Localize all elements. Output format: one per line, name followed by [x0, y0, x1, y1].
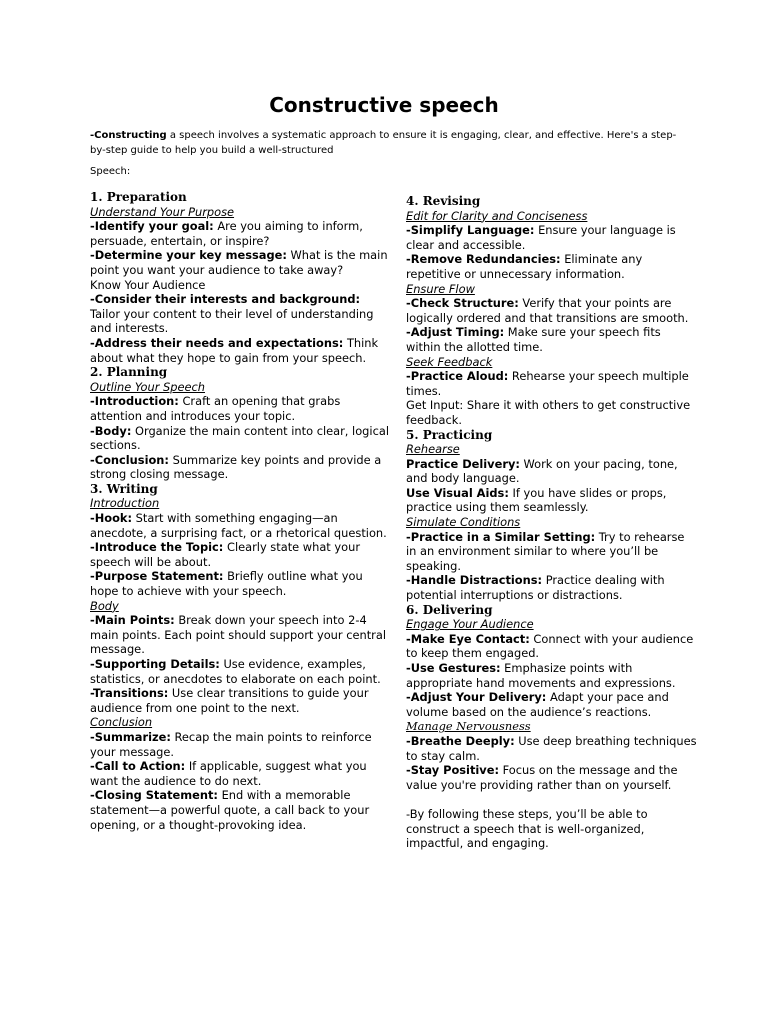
- subsection-heading: Introduction: [90, 496, 160, 511]
- item-text: Summarize key points and provide a strong closing message.: [90, 452, 382, 482]
- list-item: [406, 325, 698, 354]
- list-item: [90, 424, 390, 453]
- item-label: -Practice Aloud:: [406, 369, 509, 384]
- list-item: [406, 690, 698, 719]
- item-text: What is the main point you want your audience to take away?: [90, 248, 388, 277]
- intro-text: a speech involves a systematic approach to ensure it is engaging, clear, and effective. Here's a step-by-step guide to help you build a well-structured: [90, 130, 677, 156]
- item-label: -Stay Positive:: [406, 763, 500, 778]
- item-label: -Adjust Timing:: [406, 325, 505, 340]
- item-label: -Practice in a Similar Setting:: [406, 529, 596, 544]
- list-item: [90, 453, 390, 482]
- list-item: [406, 632, 698, 661]
- item-text: Eliminate any repetitive or unnecessary information.: [406, 252, 643, 281]
- list-item: [90, 219, 390, 248]
- list-item: [406, 296, 698, 325]
- paragraph: Get Input: Share it with others to get constructive feedback.: [406, 398, 691, 427]
- item-label: -Introduction:: [90, 394, 179, 409]
- item-label: -Introduce the Topic:: [90, 540, 224, 555]
- paragraph: -By following these steps, you’ll be able to construct a speech that is well-organized, impactful, and engaging.: [406, 806, 648, 851]
- section-heading: 1. Preparation: [90, 190, 187, 204]
- item-text: Connect with your audience to keep them engaged.: [406, 631, 694, 661]
- list-item: [406, 530, 698, 574]
- list-item: [90, 394, 390, 423]
- list-item: [406, 763, 698, 792]
- item-text: Clearly state what your speech will be about.: [90, 540, 361, 569]
- list-item: [90, 613, 390, 657]
- list-item: [90, 569, 390, 598]
- subsection-heading: Seek Feedback: [406, 354, 493, 369]
- subsection-heading: Body: [90, 598, 119, 613]
- list-item: [90, 336, 390, 365]
- item-text: Think about what they hope to gain from your speech.: [90, 335, 379, 365]
- section-heading: 5. Practicing: [406, 427, 493, 442]
- item-text: If applicable, suggest what you want the audience to do next.: [90, 759, 367, 788]
- subsection-heading: Ensure Flow: [406, 281, 475, 296]
- item-text: End with a memorable statement—a powerful quote, a call back to your opening, or a thought-provoking idea.: [90, 788, 370, 832]
- item-label: -Purpose Statement:: [90, 569, 224, 584]
- list-item: [90, 730, 390, 759]
- subsection-heading: Outline Your Speech: [90, 379, 205, 394]
- item-text: If you have slides or props, practice using them seamlessly.: [406, 485, 667, 515]
- list-item: [90, 511, 390, 540]
- list-item: [90, 759, 390, 788]
- item-label: -Handle Distractions:: [406, 573, 543, 588]
- item-text: Try to rehearse in an environment similar to where you’ll be speaking.: [406, 529, 685, 573]
- item-label: -Identify your goal:: [90, 219, 214, 234]
- item-label: -Address their needs and expectations:: [90, 335, 344, 350]
- item-text: Make sure your speech fits within the allotted time.: [406, 325, 661, 354]
- item-label: -Determine your key message:: [90, 248, 287, 263]
- spacer: [406, 792, 698, 807]
- subsection-heading: Edit for Clarity and Conciseness: [406, 208, 588, 223]
- item-text: Emphasize points with appropriate hand movements and expressions.: [406, 661, 676, 690]
- list-item: [406, 734, 698, 763]
- subsection-heading: Conclusion: [90, 715, 153, 730]
- subsection-heading: Understand Your Purpose: [90, 204, 235, 219]
- list-item: [406, 486, 698, 515]
- list-item: [90, 540, 390, 569]
- page-title: Constructive speech: [269, 93, 499, 117]
- item-text: Start with something engaging—an anecdote, a surprising fact, or a rhetorical question.: [90, 511, 387, 540]
- item-text: Recap the main points to reinforce your message.: [90, 729, 372, 759]
- item-text: Are you aiming to inform, persuade, entertain, or inspire?: [90, 219, 363, 248]
- subsection-heading: Simulate Conditions: [406, 515, 521, 530]
- item-text: Practice dealing with potential interruptions or distractions.: [406, 573, 665, 603]
- item-label: Use Visual Aids:: [406, 485, 509, 500]
- item-text: Use deep breathing techniques to stay calm.: [406, 733, 697, 763]
- item-label: -Main Points:: [90, 613, 175, 628]
- item-label: -Closing Statement:: [90, 788, 218, 803]
- list-item: [90, 248, 390, 277]
- list-item: [90, 657, 390, 686]
- item-label: -Consider their interests and background:: [90, 292, 361, 307]
- item-label: -Hook:: [90, 511, 133, 526]
- item-label: -Breathe Deeply:: [406, 733, 515, 748]
- item-text: Verify that your points are logically ordered and that transitions are smooth.: [406, 296, 689, 325]
- item-label: -Check Structure:: [406, 296, 519, 311]
- intro-paragraph: [90, 129, 690, 158]
- list-item: [90, 292, 390, 336]
- list-item: [90, 788, 390, 832]
- subsection-heading: Rehearse: [406, 442, 460, 457]
- section-heading: 3. Writing: [90, 481, 158, 496]
- item-text: Organize the main content into clear, logical sections.: [90, 423, 389, 453]
- subsection-heading: Manage Nervousness: [406, 719, 531, 734]
- item-label: -Transitions:: [90, 686, 169, 701]
- item-label: -Remove Redundancies:: [406, 252, 561, 267]
- intro-lead: -Constructing: [90, 130, 167, 141]
- list-item: [90, 686, 390, 715]
- item-label: -Body:: [90, 423, 132, 438]
- item-text: Work on your pacing, tone, and body language.: [406, 456, 678, 486]
- item-label: Practice Delivery:: [406, 456, 520, 471]
- list-item: [406, 573, 698, 602]
- right-column: [406, 194, 698, 851]
- item-label: -Use Gestures:: [406, 661, 501, 675]
- item-text: Focus on the message and the value you're providing rather than on yourself.: [406, 763, 678, 792]
- section-heading: 6. Delivering: [406, 602, 493, 617]
- paragraph: Know Your Audience: [90, 277, 206, 292]
- list-item: [406, 223, 698, 252]
- item-label: -Supporting Details:: [90, 657, 220, 671]
- section-heading: 4. Revising: [406, 194, 481, 208]
- item-label: -Make Eye Contact:: [406, 631, 530, 646]
- item-text: Briefly outline what you hope to achieve with your speech.: [90, 569, 363, 599]
- item-text: Ensure your language is clear and accessible.: [406, 223, 676, 252]
- section-heading: 2. Planning: [90, 365, 168, 380]
- list-item: [406, 252, 698, 281]
- list-item: [406, 457, 698, 486]
- item-text: Tailor your content to their level of understanding and interests.: [90, 306, 374, 336]
- item-label: -Adjust Your Delivery:: [406, 690, 547, 705]
- item-text: Rehearse your speech multiple times.: [406, 369, 689, 398]
- item-text: Craft an opening that grabs attention and introduces your topic.: [90, 394, 341, 423]
- item-text: Use clear transitions to guide your audience from one point to the next.: [90, 686, 369, 715]
- item-label: -Summarize:: [90, 729, 171, 744]
- item-label: -Call to Action:: [90, 759, 186, 774]
- item-text: Use evidence, examples, statistics, or anecdotes to elaborate on each point.: [90, 657, 381, 686]
- subsection-heading: Engage Your Audience: [406, 617, 534, 632]
- item-text: Break down your speech into 2-4 main points. Each point should support your central message.: [90, 613, 386, 657]
- list-item: [406, 661, 698, 690]
- list-item: [406, 369, 698, 398]
- item-label: -Simplify Language:: [406, 223, 535, 238]
- item-label: -Conclusion:: [90, 452, 169, 467]
- speech-label: Speech:: [90, 166, 131, 177]
- item-text: Adapt your pace and volume based on the audience’s reactions.: [406, 690, 669, 719]
- left-column: [90, 190, 390, 832]
